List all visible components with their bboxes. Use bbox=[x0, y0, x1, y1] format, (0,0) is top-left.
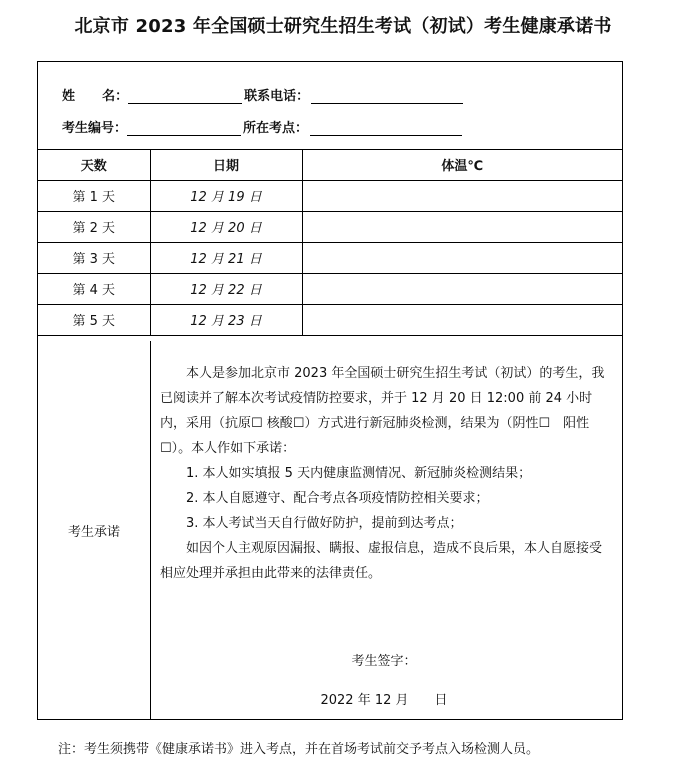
date-cell: 12 月 20 日 bbox=[150, 211, 302, 242]
date-cell: 12 月 22 日 bbox=[150, 273, 302, 304]
form-frame bbox=[37, 61, 623, 720]
info-row-1 bbox=[62, 86, 463, 104]
pledge-section bbox=[38, 341, 622, 719]
date-cell: 12 月 23 日 bbox=[150, 304, 302, 335]
pledge-body bbox=[160, 361, 608, 708]
candidate-id-label: 考生编号： bbox=[62, 121, 128, 136]
day-cell: 第 4 天 bbox=[38, 273, 150, 304]
temperature-cell[interactable] bbox=[302, 242, 622, 273]
footnote: 注：考生须携带《健康承诺书》进入考点，并在首场考试前交予考点入场检测人员。 bbox=[58, 742, 540, 757]
pledge-intro: 本人是参加北京市 2023 年全国硕士研究生招生考试（初试）的考生，我已阅读并了解本次考试疫情防控要求，并于 12 月 20 日 12:00 前 24 小时内，采用（抗原☐ 核酸☐）方式进行新冠肺炎检测，结果为（阴性☐ 阳性☐）。本人作如下承诺： bbox=[160, 366, 605, 456]
table-header-row bbox=[38, 149, 622, 180]
temperature-table bbox=[38, 149, 622, 336]
info-row-2 bbox=[62, 118, 462, 136]
exam-site-label: 所在考点： bbox=[243, 121, 309, 136]
day-cell: 第 5 天 bbox=[38, 304, 150, 335]
signature-date: 2022 年 12 月 日 bbox=[320, 693, 448, 708]
pledge-closing: 如因个人主观原因漏报、瞒报、虚报信息，造成不良后果，本人自愿接受相应处理并承担由此带来的法律责任。 bbox=[160, 541, 603, 581]
pledge-item: 2. 本人自愿遵守、配合考点各项疫情防控相关要求； bbox=[186, 491, 489, 506]
pledge-item: 1. 本人如实填报 5 天内健康监测情况、新冠肺炎检测结果； bbox=[186, 466, 532, 481]
phone-blank-line[interactable] bbox=[311, 91, 463, 104]
pledge-label: 考生承诺 bbox=[38, 341, 151, 719]
table-row bbox=[38, 273, 622, 304]
table-row bbox=[38, 211, 622, 242]
table-row bbox=[38, 180, 622, 211]
table-row bbox=[38, 304, 622, 335]
temperature-cell[interactable] bbox=[302, 304, 622, 335]
applicant-info-section bbox=[38, 62, 622, 150]
day-cell: 第 3 天 bbox=[38, 242, 150, 273]
temperature-cell[interactable] bbox=[302, 180, 622, 211]
temperature-cell[interactable] bbox=[302, 273, 622, 304]
signature-label[interactable]: 考生签字： bbox=[351, 654, 417, 669]
date-cell: 12 月 21 日 bbox=[150, 242, 302, 273]
temperature-cell[interactable] bbox=[302, 211, 622, 242]
pledge-item: 3. 本人考试当天自行做好防护，提前到达考点； bbox=[186, 516, 463, 531]
table-row bbox=[38, 242, 622, 273]
header-temperature: 体温℃ bbox=[302, 149, 622, 180]
phone-label: 联系电话： bbox=[244, 89, 310, 104]
candidate-id-blank-line[interactable] bbox=[127, 123, 241, 136]
name-label: 姓 名： bbox=[62, 89, 129, 104]
day-cell: 第 2 天 bbox=[38, 211, 150, 242]
name-blank-line[interactable] bbox=[128, 91, 242, 104]
header-date: 日期 bbox=[150, 149, 302, 180]
date-cell: 12 月 19 日 bbox=[150, 180, 302, 211]
document-title: 北京市 2023 年全国硕士研究生招生考试（初试）考生健康承诺书 bbox=[74, 16, 612, 37]
day-cell: 第 1 天 bbox=[38, 180, 150, 211]
header-day: 天数 bbox=[38, 149, 150, 180]
exam-site-blank-line[interactable] bbox=[310, 123, 462, 136]
